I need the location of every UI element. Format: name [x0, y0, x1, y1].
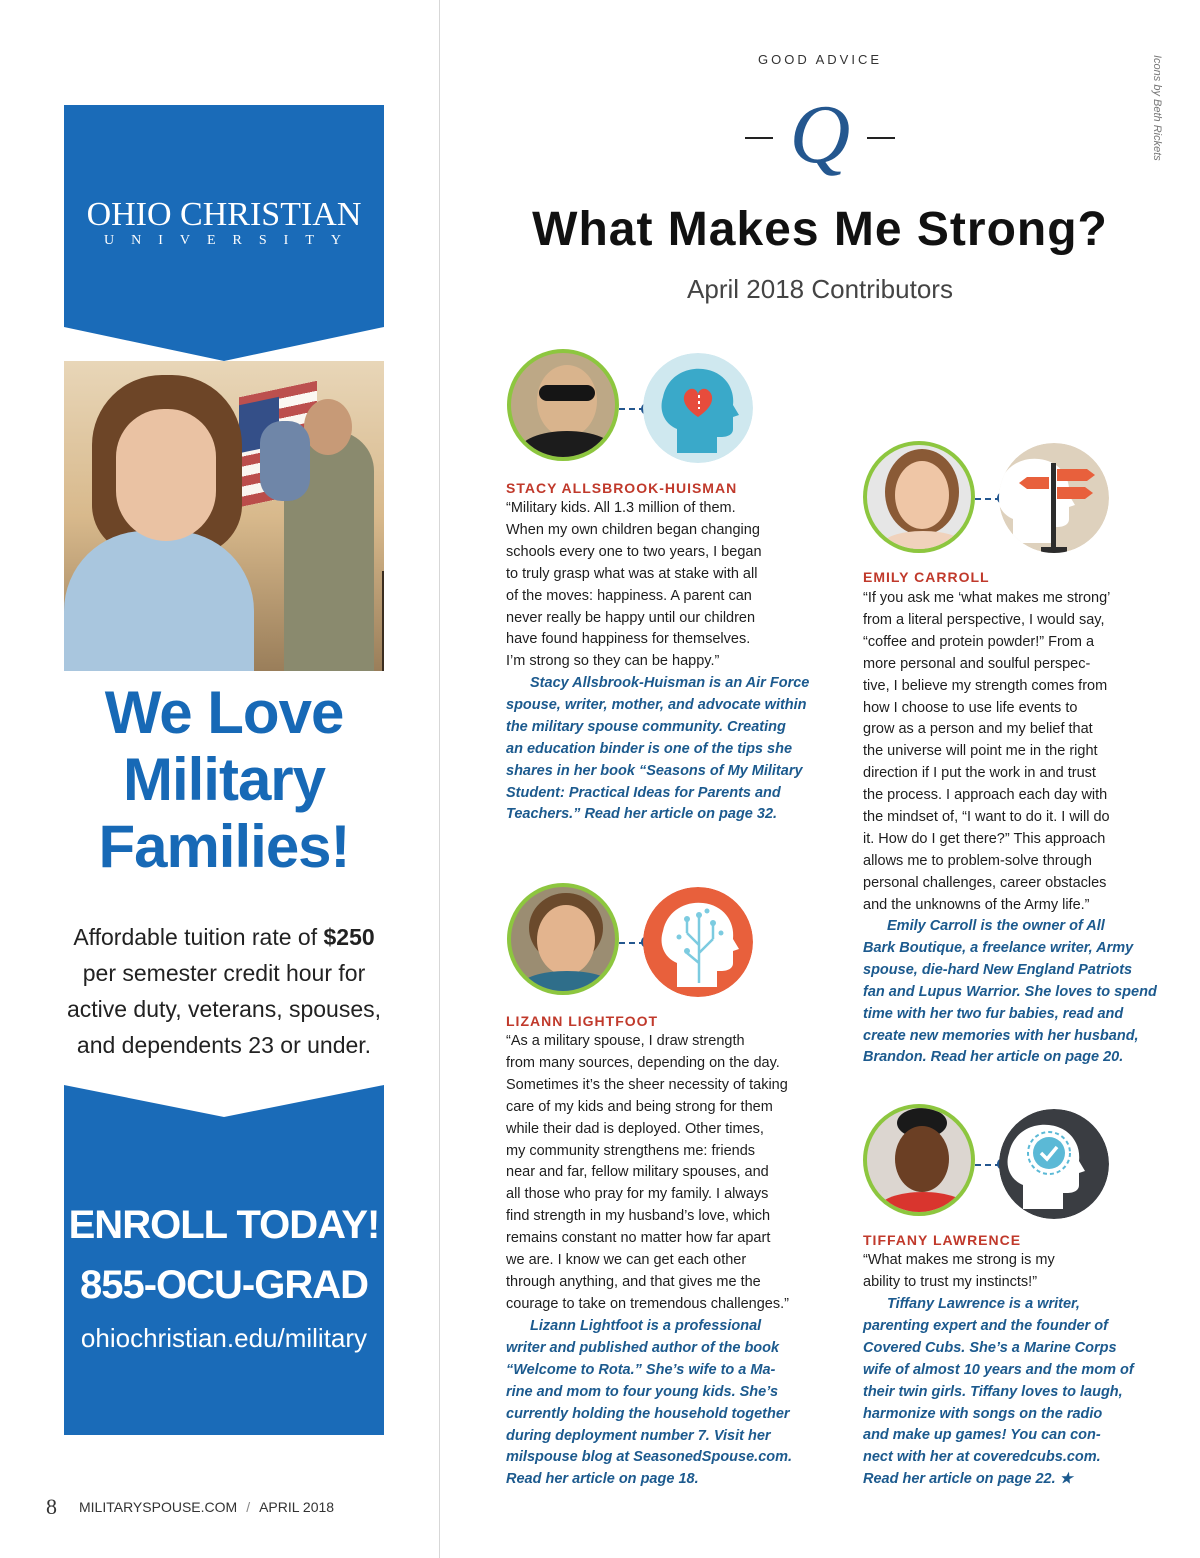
avatar-body: [879, 1192, 967, 1216]
q-letter: Q: [789, 88, 851, 181]
logo-line-2: UNIVERSITY: [104, 233, 358, 248]
section-label: GOOD ADVICE: [757, 52, 883, 67]
contributor-quote-stacy: “Military kids. All 1.3 million of them. When my own children began changing schools every one to two years, I began to truly grasp what was at stake with all of the moves: happiness. A parent can never really be happy until our children have found happiness for themselves. I’m strong so they can be happy.”: [506, 500, 762, 670]
sunglasses: [539, 385, 595, 401]
page-title: What Makes Me Strong?: [532, 203, 1108, 256]
avatar-face: [895, 461, 949, 529]
avatar-face: [537, 365, 597, 437]
q-ornament: [745, 88, 895, 190]
enroll-today: ENROLL TODAY!: [68, 1203, 380, 1247]
contributor-quote-emily: “If you ask me ‘what makes me strong’ from a literal perspective, I would say, “coffee and protein powder!” From a more personal and soulful perspec- tive, I believe my strength comes from how I choose to use life events to grow as a person and my belief that the universe will point me in the right direction if I put the work in and trust the process. I approach each day with the mindset of, “I want to do it. I will do it. How do I get there?” This approach allows me to problem-solve through personal challenges, career obstacles and the unknowns of the Army life.”: [863, 590, 1111, 913]
child-figure: [260, 421, 310, 501]
tuition-text: Affordable tuition rate of: [73, 924, 324, 950]
woman-body: [64, 531, 254, 671]
contributor-quote-lizann: “As a military spouse, I draw strength from many sources, depending on the day. Sometimes it’s the sheer necessity of taking care of my kids and being strong for them while their dad is deployed. Other times, my community strengthens me: friends near and far, fellow military spouses, and all those who pray for my family. I always find strength in my husband’s love, which remains constant no matter how far apart we are. I know we can get each other through anything, and that gives me the courage to take on tremendous challenges.”: [506, 1033, 789, 1312]
tuition-line-4: and dependents 23 or under.: [76, 1032, 372, 1058]
ad-tuition-copy: [64, 919, 384, 1063]
footer-site[interactable]: MILITARYSPOUSE.COM: [79, 1499, 238, 1515]
page-number: 8: [46, 1494, 57, 1519]
contributor-name-stacy: STACY ALLSBROOK-HUISMAN: [506, 480, 738, 496]
woman-face: [116, 409, 216, 541]
contributor-bio-emily: Emily Carroll is the owner of All Bark Boutique, a freelance writer, Army spouse, die-hard New England Patriots fan and Lupus Warrior. She loves to spend time with her two fur babies, read and create new memories with her husband, Brandon. Read her article on page 20.: [863, 918, 1157, 1066]
page-gutter-divider: [439, 0, 440, 1558]
contributor-quote-tiffany: “What makes me strong is my ability to trust my instincts!”: [863, 1252, 1055, 1290]
avatar: [507, 883, 619, 995]
contributor-bio-tiffany: Tiffany Lawrence is a writer, parenting expert and the founder of Covered Cubs. She’s a Marine Corps wife of almost 10 years and the mom of their twin girls. Tiffany loves to laugh, harmonize with songs on the radio and make up games! You can con- nect with her at coveredcubs.com. Read her article on page 22. ★: [863, 1296, 1134, 1488]
avatar-body: [521, 971, 613, 995]
page-footer: [46, 1494, 334, 1520]
military-family-photo: [64, 361, 384, 671]
footer-issue: APRIL 2018: [259, 1499, 335, 1515]
avatar-face: [537, 905, 595, 975]
heart-head-icon: [643, 353, 753, 463]
headline-line-3: Families!: [98, 813, 350, 880]
contributor-bio-stacy: Stacy Allsbrook-Huisman is an Air Force spouse, writer, mother, and advocate within the military spouse community. Creating an education binder is one of the tips she shares in her book “Seasons of My Military Student: Practical Ideas for Parents and Teachers.” Read her article on page 32.: [506, 675, 810, 823]
headline-line-2: Military: [122, 746, 326, 813]
logo-line-1: OHIO CHRISTIAN: [86, 196, 362, 233]
ad-url[interactable]: ohiochristian.edu/military: [80, 1323, 368, 1353]
tuition-line-2: per semester credit hour for: [82, 960, 366, 986]
avatar: [863, 441, 975, 553]
avatar-body: [881, 531, 965, 553]
avatar: [507, 349, 619, 461]
contributor-name-tiffany: TIFFANY LAWRENCE: [863, 1232, 1022, 1248]
tuition-line-3: active duty, veterans, spouses,: [66, 996, 382, 1022]
signpost-head-icon: [999, 443, 1109, 553]
soldier-head: [304, 399, 352, 455]
q-right-dash: [867, 137, 895, 139]
phone-number[interactable]: 855-OCU-GRAD: [79, 1263, 369, 1307]
icon-credit: Icons by Beth Rickets: [1151, 55, 1163, 161]
university-advertisement[interactable]: [64, 105, 384, 1435]
university-logo: [64, 197, 384, 249]
ad-headline: [64, 679, 384, 880]
footer-separator: /: [246, 1499, 251, 1515]
tuition-price: $250: [323, 924, 375, 950]
tree-head-icon: [643, 887, 753, 997]
page-subtitle: April 2018 Contributors: [687, 274, 953, 304]
checkmark-head-icon: [999, 1109, 1109, 1219]
avatar-face: [895, 1126, 949, 1192]
contributor-bio-lizann: Lizann Lightfoot is a professional writer and published author of the book “Welcome to Rota.” She’s wife to a Ma- rine and mom to four young kids. She’s currently holding the household together during deployment number 7. Visit her milspouse blog at SeasonedSpouse.com. Read her article on page 18.: [506, 1318, 793, 1488]
contributor-name-emily: EMILY CARROLL: [863, 569, 990, 585]
avatar: [863, 1104, 975, 1216]
contributor-name-lizann: LIZANN LIGHTFOOT: [506, 1013, 659, 1029]
avatar-body: [519, 431, 615, 461]
ad-call-to-action: [64, 1195, 384, 1361]
headline-line-1: We Love: [104, 679, 344, 746]
